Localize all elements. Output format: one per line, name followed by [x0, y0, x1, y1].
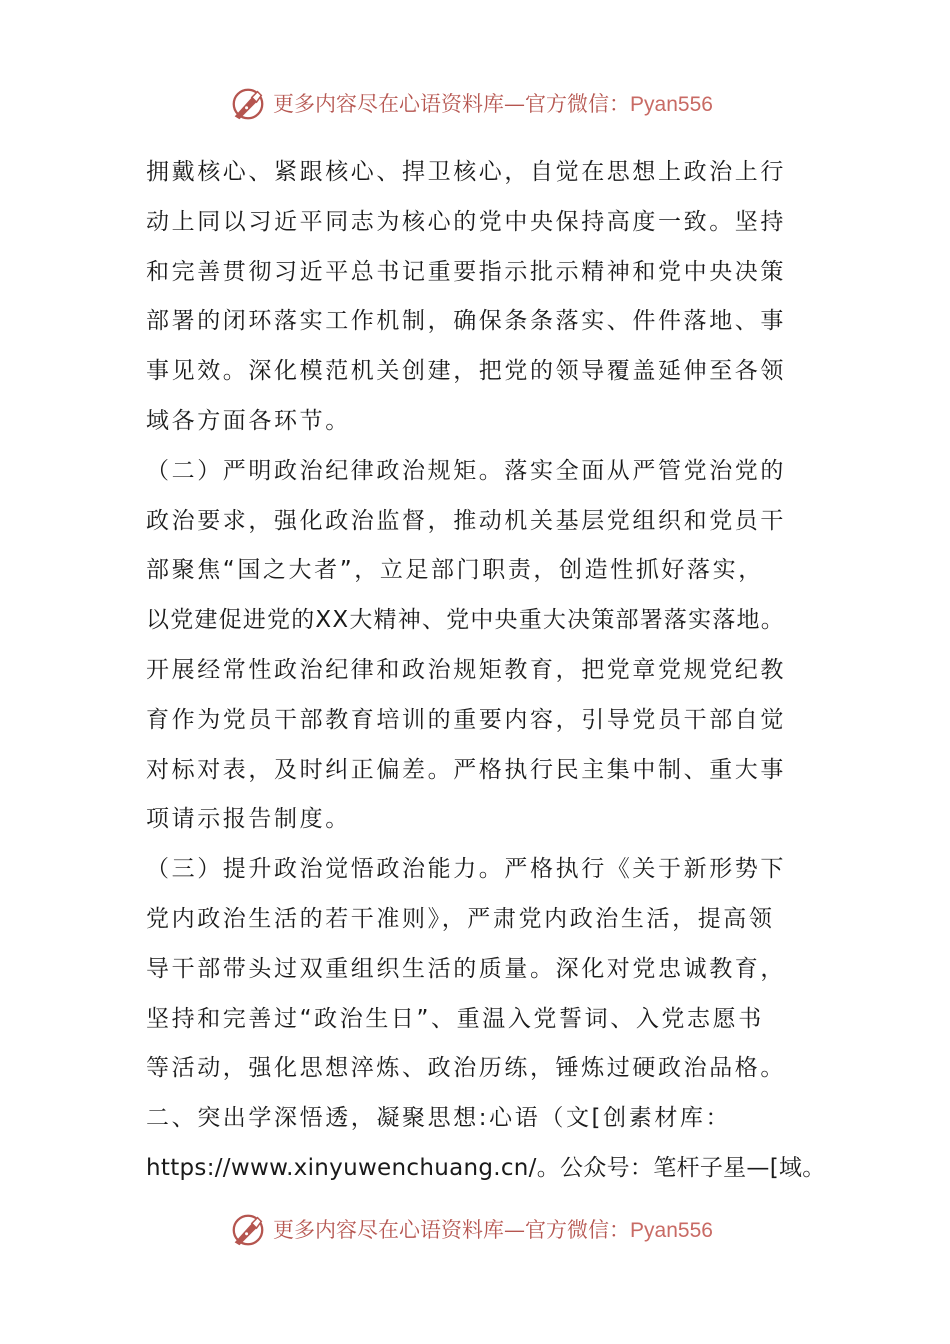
text-line: 育作为党员干部教育培训的重要内容，引导党员干部自觉 — [146, 706, 786, 733]
text-line: 党内政治生活的若干准则》，严肃党内政治生活，提高领 — [146, 905, 775, 932]
text-line: 二、突出学深悟透，凝聚思想:心语（文[创素材库： — [146, 1105, 732, 1132]
watermark-text: 更多内容尽在心语资料库—官方微信：Pyan556 — [273, 1217, 713, 1242]
header-watermark — [0, 82, 950, 126]
pen-nib-circle-icon — [229, 1211, 267, 1249]
footer-watermark — [0, 1208, 950, 1252]
text-line: （三）提升政治觉悟政治能力。严格执行《关于新形势下 — [146, 856, 786, 883]
text-line: 和完善贯彻习近平总书记重要指示批示精神和党中央决策 — [146, 258, 786, 285]
text-line: 坚持和完善过“政治生日”、重温入党誓词、入党志愿书 — [146, 1005, 764, 1032]
text-line: 事见效。深化模范机关创建，把党的领导覆盖延伸至各领 — [146, 358, 786, 385]
text-line: 以党建促进党的XX大精神、党中央重大决策部署落实落地。 — [146, 607, 785, 634]
pen-nib-circle-icon — [229, 85, 267, 123]
text-line: 政治要求，强化政治监督，推动机关基层党组织和党员干 — [146, 507, 786, 534]
document-body — [146, 148, 826, 1194]
header-watermark-inner — [229, 85, 713, 123]
text-line: （二）严明政治纪律政治规矩。落实全面从严管党治党的 — [146, 457, 786, 484]
text-line: 开展经常性政治纪律和政治规矩教育，把党章党规党纪教 — [146, 656, 786, 683]
watermark-text: 更多内容尽在心语资料库—官方微信：Pyan556 — [273, 91, 713, 116]
text-line: https://www.xinyuwenchuang.cn/。公众号：笔杆子星—[域。 — [146, 1154, 826, 1181]
wechat-id: Pyan556 — [630, 1218, 713, 1242]
text-line: 对标对表，及时纠正偏差。严格执行民主集中制、重大事 — [146, 756, 786, 783]
text-line: 导干部带头过双重组织生活的质量。深化对党忠诚教育， — [146, 955, 786, 982]
wechat-id: Pyan556 — [630, 92, 713, 116]
text-line: 域各方面各环节。 — [146, 407, 351, 434]
text-line: 项请示报告制度。 — [146, 806, 351, 833]
text-line: 部聚焦“国之大者”，立足部门职责，创造性抓好落实， — [146, 557, 764, 584]
text-line: 部署的闭环落实工作机制，确保条条落实、件件落地、事 — [146, 308, 786, 335]
text-line: 拥戴核心、紧跟核心、捍卫核心，自觉在思想上政治上行 — [146, 159, 786, 185]
text-line: 动上同以习近平同志为核心的党中央保持高度一致。坚持 — [146, 208, 786, 235]
footer-watermark-inner — [229, 1211, 713, 1249]
text-line: 等活动，强化思想淬炼、政治历练，锤炼过硬政治品格。 — [146, 1055, 786, 1082]
